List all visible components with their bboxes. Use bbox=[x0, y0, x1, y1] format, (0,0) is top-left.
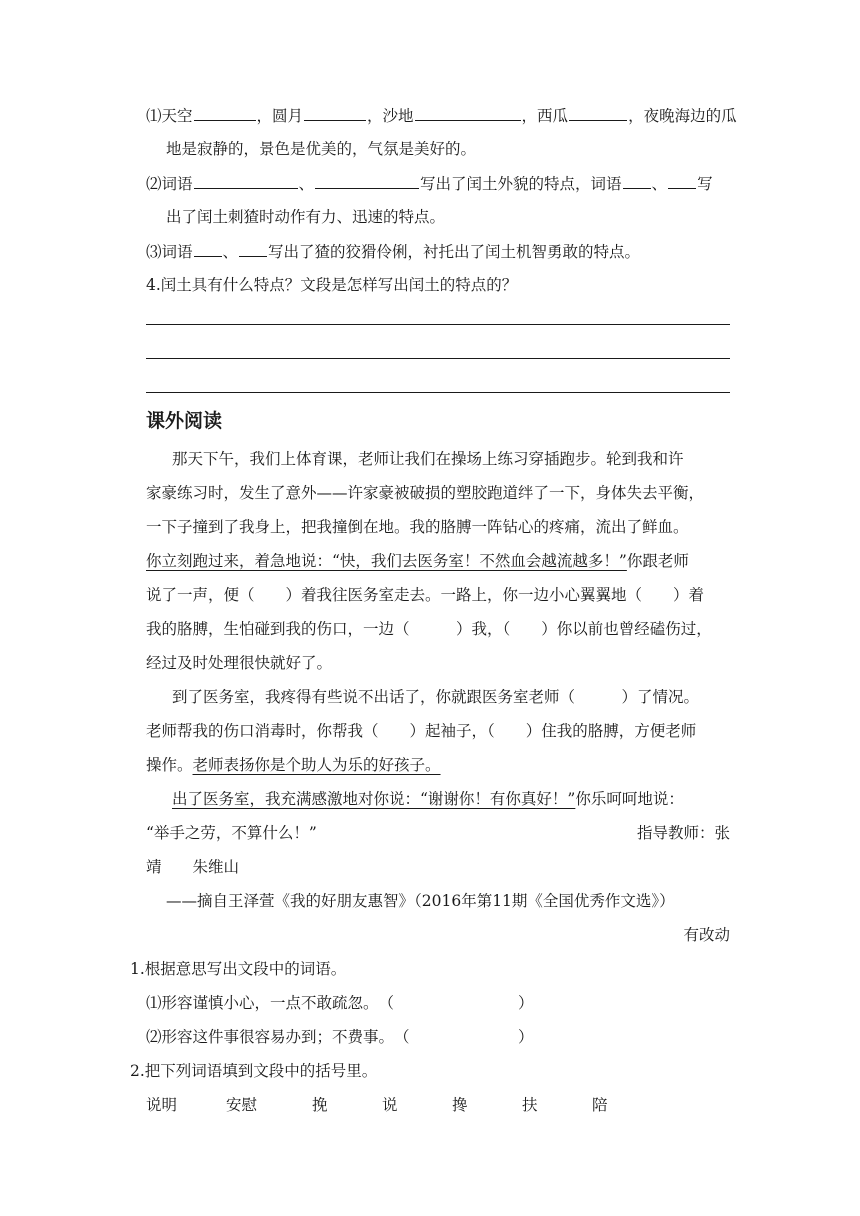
question-1-2[interactable]: ⑵形容这件事很容易办到；不费事。 （ ） bbox=[146, 1028, 534, 1046]
blank[interactable] bbox=[239, 240, 267, 257]
q1-text-a: ，圆月 bbox=[256, 107, 304, 125]
q1-line2: 地是寂静的，景色是优美的，气氛是美好的。 bbox=[166, 140, 477, 158]
passage-text: 你跟老师 bbox=[626, 552, 689, 570]
answer-line[interactable] bbox=[146, 392, 730, 393]
question-1-1[interactable]: ⑴形容谨慎小心，一点不敢疏忽。 （ ） bbox=[146, 994, 534, 1012]
blank[interactable] bbox=[315, 172, 419, 189]
q2-sep: 、 bbox=[298, 175, 315, 193]
q2-sep2: 、 bbox=[651, 175, 668, 193]
q2-end: 写 bbox=[697, 175, 713, 193]
blank[interactable] bbox=[194, 240, 222, 257]
answer-line[interactable] bbox=[146, 358, 730, 359]
q3-end: 写出了猹的狡猾伶俐，衬托出了闰土机智勇敢的特点。 bbox=[268, 243, 641, 261]
blank[interactable] bbox=[623, 172, 651, 189]
passage-line: 一下子撞到了我身上，把我撞倒在地。我的胳膊一阵钻心的疼痛，流出了鲜血。 bbox=[146, 518, 689, 536]
q2-line2: 出了闰土刺猹时动作有力、迅速的特点。 bbox=[166, 208, 446, 226]
passage-line bbox=[146, 754, 441, 776]
source-citation: ——摘自王泽萱《我的好朋友惠智》（2016年第11期《全国优秀作文选》） bbox=[166, 892, 675, 910]
adapted-note: 有改动 bbox=[683, 926, 730, 944]
blank[interactable] bbox=[304, 104, 366, 121]
word-bank-item: 说明 bbox=[146, 1096, 178, 1114]
q3-line bbox=[146, 240, 640, 263]
passage-line: 我的胳膊，生怕碰到我的伤口，一边（ ）我，（ ）你以前也曾经磕伤过， bbox=[146, 620, 712, 638]
word-bank-item: 陪 bbox=[592, 1096, 608, 1114]
q1-text-c: ，西瓜 bbox=[521, 107, 569, 125]
passage-text: 你乐呵呵地说： bbox=[575, 790, 684, 808]
passage-text: 操作。 bbox=[146, 756, 193, 774]
blank[interactable] bbox=[194, 104, 256, 121]
blank[interactable] bbox=[668, 172, 696, 189]
passage-line bbox=[146, 550, 689, 572]
question-1: 1.根据意思写出文段中的词语。 bbox=[130, 960, 347, 978]
answer-line[interactable] bbox=[146, 324, 730, 325]
q2-line1 bbox=[146, 172, 713, 195]
passage-line: 说了一声，便（ ）着我往医务室走去。一路上，你一边小心翼翼地（ ）着 bbox=[146, 586, 705, 604]
q2-prefix: ⑵词语 bbox=[146, 175, 193, 193]
teacher-credit: 指导教师：张 bbox=[636, 824, 730, 842]
passage-line: 老师帮我的伤口消毒时，你帮我（ ）起袖子，（ ）住我的胳膊，方便老师 bbox=[146, 722, 697, 740]
blank[interactable] bbox=[569, 104, 627, 121]
underlined-sentence: 老师表扬你是个助人为乐的好孩子。 bbox=[192, 756, 441, 774]
passage-line bbox=[172, 788, 684, 810]
q1-prefix: ⑴天空 bbox=[146, 107, 193, 125]
section-heading: 课外阅读 bbox=[146, 410, 223, 432]
q4-prompt: 4.闰土具有什么特点？文段是怎样写出闰土的特点的？ bbox=[146, 276, 518, 294]
word-bank-item: 挽 bbox=[312, 1096, 328, 1114]
word-bank-item: 安慰 bbox=[226, 1096, 258, 1114]
word-bank-item: 说 bbox=[382, 1096, 398, 1114]
q3-prefix: ⑶词语 bbox=[146, 243, 193, 261]
q1-line1 bbox=[146, 104, 737, 127]
underlined-sentence: 你立刻跑过来，着急地说：“快，我们去医务室！不然血会越流越多！” bbox=[146, 552, 627, 570]
underlined-sentence: 出了医务室，我充满感激地对你说：“谢谢你！有你真好！” bbox=[172, 790, 576, 808]
q1-text-b: ，沙地 bbox=[367, 107, 414, 125]
q3-sep: 、 bbox=[222, 243, 239, 261]
passage-line: 经过及时处理很快就好了。 bbox=[146, 654, 333, 672]
passage-line: 家豪练习时，发生了意外——许家豪被破损的塑胶跑道绊了一下，身体失去平衡， bbox=[146, 484, 705, 502]
teacher-names: 靖 朱维山 bbox=[146, 858, 240, 876]
blank[interactable] bbox=[194, 172, 298, 189]
q1-text-d: ，夜晚海边的瓜 bbox=[628, 107, 737, 125]
q2-mid: 写出了闰土外貌的特点，词语 bbox=[420, 175, 622, 193]
passage-line: 那天下午，我们上体育课，老师让我们在操场上练习穿插跑步。轮到我和许 bbox=[172, 450, 684, 468]
passage-line: “举手之劳，不算什么！” bbox=[146, 824, 317, 842]
blank[interactable] bbox=[415, 104, 521, 121]
passage-line: 到了医务室，我疼得有些说不出话了，你就跟医务室老师（ ）了情况。 bbox=[172, 688, 700, 706]
question-2: 2.把下列词语填到文段中的括号里。 bbox=[130, 1062, 378, 1080]
word-bank-item: 搀 bbox=[452, 1096, 468, 1114]
word-bank-item: 扶 bbox=[522, 1096, 538, 1114]
